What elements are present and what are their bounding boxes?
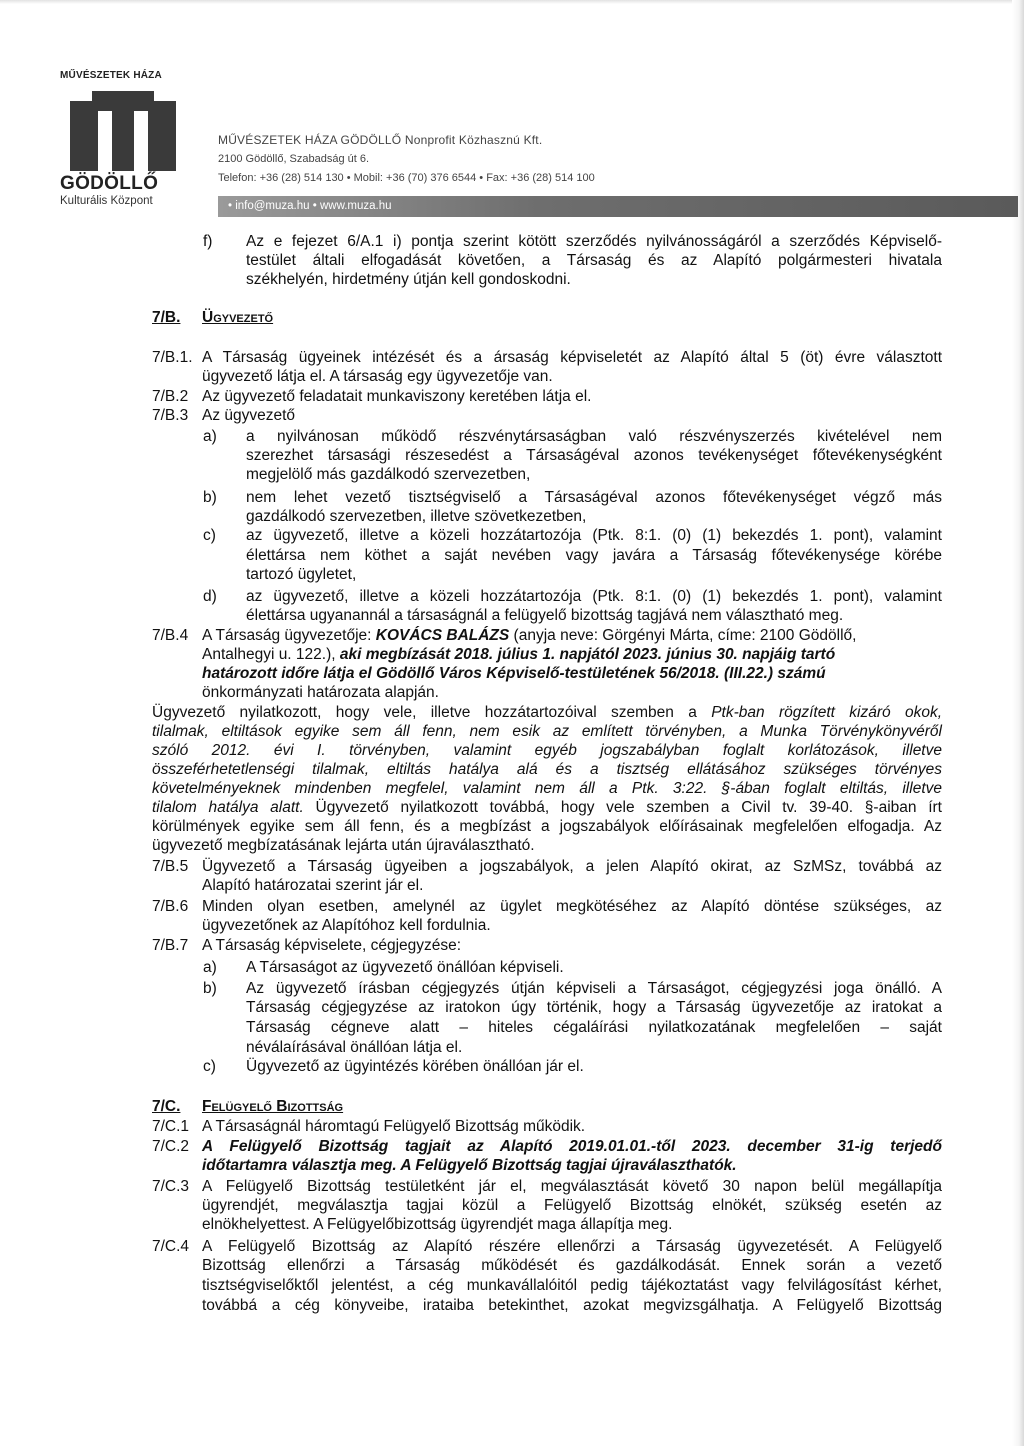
text-run: Ügyvezető nyilatkozott továbbá, hogy vele szemben a Civil tv. 39-40. §-aiban írt: [303, 799, 942, 816]
paragraph-number: 7/B.2: [152, 388, 189, 405]
text-run: A Társaság ügyvezetője:: [202, 627, 376, 644]
text-line: A Felügyelő Bizottság az Alapító részére ellenőrzi a Társaság ügyvezetését. A Felügyelő: [202, 1238, 942, 1255]
text-line: önkormányzati határozata alapján.: [202, 684, 439, 701]
text-line: Bizottság ellenőrzi a Társaság működését és gazdálkodását. Ennek során a vezető: [202, 1257, 942, 1274]
paragraph-number: 7/B.1.: [152, 349, 193, 366]
text-line: ügyrendjét, megválasztja tagjai közül a Felügyelő Bizottság elnökét, szükség esetén az: [202, 1197, 942, 1214]
text-line: követelményeknek mindenben megfelel, valamint nem áll a Ptk. 3:22. §-ában foglalt eltiltás, illetve: [152, 780, 942, 797]
text-line: az ügyvezető, illetve a közeli hozzátartozója (Ptk. 8:1. (0) (1) bekezdés 1. pont), valamint: [246, 588, 942, 605]
text-line: továbbá a cég könyveibe, irataiba betekinthet, azokat megvizsgálhatja. A Felügyelő Bizottság: [202, 1297, 942, 1314]
logo: [60, 70, 190, 207]
manager-name: KOVÁCS BALÁZS: [375, 627, 510, 644]
paragraph-number: 7/B.4: [152, 627, 189, 644]
text-line: Minden olyan esetben, amelynél az ügylet megkötéséhez az Alapító döntése szükséges, az: [202, 898, 942, 915]
list-marker: b): [203, 980, 217, 997]
text-line: A Felügyelő Bizottság tagjait az Alapító 2019.01.01.-től 2023. december 31-ig terjedő: [202, 1138, 942, 1155]
text-line: [152, 798, 942, 817]
section-number: 7/B.: [152, 309, 181, 326]
text-line: Ügyvezető az ügyintézés körében önállóan jár el.: [246, 1058, 584, 1075]
text-line: körülmények egyike sem áll fenn, és a megbízást a jogszabályok előírásainak megfelelően elfogadja. Az: [152, 818, 942, 835]
text-line: Az ügyvezető: [202, 407, 296, 424]
text-line: A Társaságnál háromtagú Felügyelő Bizottság működik.: [202, 1118, 586, 1135]
text-line: A Felügyelő Bizottság testületként jár el, megválasztását követő 30 napon belül megállapítja: [202, 1178, 942, 1195]
text-line: ügyvezető megbízatásának lejárta után újraválasztható.: [152, 837, 535, 854]
text-line: Az ügyvezető feladatait munkaviszony keretében látja el.: [202, 388, 592, 405]
text-run: Ptk-ban rögzített kizáró okok,: [711, 704, 942, 721]
contact-bar: [218, 196, 1018, 217]
section-title: Ügyvezető: [202, 309, 274, 326]
text-line: élettársa ugyanannál a társaságnál a felügyelő bizottság tagjává nem választható meg.: [246, 607, 844, 624]
text-run: (anyja neve: Görgényi Márta, címe: 2100 Gödöllő,: [509, 627, 857, 644]
org-phones: Telefon: +36 (28) 514 130 • Mobil: +36 (70) 376 6544 • Fax: +36 (28) 514 100: [218, 172, 595, 184]
text-line: [152, 703, 942, 722]
paragraph-number: 7/C.1: [152, 1118, 190, 1135]
text-line: ügyvezetőnek az Alapítóhoz kell fordulnia.: [202, 917, 491, 934]
text-line: tartozó ügyletet,: [246, 566, 357, 583]
text-line: megjelölő más gazdálkodó szervezetben,: [246, 466, 531, 483]
paragraph-number: 7/C.2: [152, 1138, 190, 1155]
section-title: Felügyelő Bizottság: [202, 1098, 344, 1115]
text-line: Az ügyvezető írásban cégjegyzés útján képviseli a Társaságot, cégjegyzési joga önálló. A: [246, 980, 942, 997]
logo-mark-icon: [70, 91, 176, 171]
text-line: szóló 2012. évi I. törvényben, valamint egyéb jogszabályban foglalt korlátozások, illetve: [152, 742, 942, 759]
text-line: elnökhelyettest. A Felügyelőbizottság ügyrendjét maga állapítja meg.: [202, 1216, 673, 1233]
list-marker: a): [203, 959, 217, 976]
list-marker: d): [203, 588, 217, 605]
list-marker: c): [203, 527, 216, 544]
text-line: A Társaság ügyeinek intézését és a ársaság képviseletét az Alapító által 5 (öt) évre választott: [202, 349, 942, 366]
text-line: ügyvezető látja el. A társaság egy ügyvezetője van.: [202, 368, 553, 385]
text-line: Társaság cégjegyzése az iratokon úgy történik, hogy a Társaság ügyvezetője az iratokat a: [246, 999, 942, 1016]
section-number: 7/C.: [152, 1098, 181, 1115]
text-line: összeférhetetlenségi tilalmak, eltiltás hatálya alá és a tisztség ellátásához szükséges törvényes: [152, 761, 942, 778]
paragraph-number: 7/B.6: [152, 898, 189, 915]
text-line: A Társaságot az ügyvezető önállóan képviseli.: [246, 959, 564, 976]
text-line: Az e fejezet 6/A.1 i) pontja szerint kötött szerződés nyilvánosságáról a szerződés Képviselő-: [246, 233, 942, 250]
paragraph-number: 7/B.7: [152, 937, 189, 954]
text-line: testület általi elfogadását követően, a Társaság és az Alapító polgármesteri hivatala: [246, 252, 942, 269]
logo-top-text: MŰVÉSZETEK HÁZA: [60, 70, 162, 81]
text-line: tilalmak, eltiltások egyike sem áll fenn, nem esik az említett törvényben, a Munka Törvénykönyvéről: [152, 723, 942, 740]
text-line: [202, 645, 835, 664]
text-line: szerezhet társasági részesedést a Társaságéval azonos tevékenységet főtevékenységként: [246, 447, 942, 464]
logo-subtitle: Kulturális Központ: [60, 195, 153, 207]
letterhead: [218, 131, 595, 188]
text-run: Ügyvezető nyilatkozott, hogy vele, illetve hozzátartozóival szemben a: [152, 704, 712, 721]
text-run: aki megbízását 2018. július 1. napjától 2023. június 30. napjáig tartó: [335, 646, 836, 663]
list-marker: c): [203, 1058, 216, 1075]
paragraph-number: 7/B.5: [152, 858, 189, 875]
list-marker: a): [203, 428, 217, 445]
logo-city: GÖDÖLLŐ: [60, 173, 159, 194]
text-line: [202, 626, 856, 645]
org-address: 2100 Gödöllő, Szabadság út 6.: [218, 153, 370, 165]
text-line: határozott időre látja el Gödöllő Város Képviselő-testületének 56/2018. (III.22.) számú: [202, 665, 826, 682]
text-line: néválaírásával önállóan látja el.: [246, 1039, 463, 1056]
text-line: időtartamra választja meg. A Felügyelő Bizottság tagjai újraválaszthatók.: [202, 1157, 737, 1174]
paragraph-number: 7/C.4: [152, 1238, 190, 1255]
text-line: Ügyvezető a Társaság ügyeiben a jogszabályok, a jelen Alapító okirat, az SzMSz, továbbá az: [202, 858, 942, 875]
text-run: Antalhegyi u. 122.),: [202, 646, 336, 663]
text-run: tilalom hatálya alatt.: [152, 799, 304, 816]
text-line: gazdálkodó szervezetben, illetve szövetkezetben,: [246, 508, 587, 525]
list-marker: f): [203, 233, 213, 250]
org-name: MŰVÉSZETEK HÁZA GÖDÖLLŐ Nonprofit Közhasznú Kft.: [218, 133, 543, 147]
paragraph-number: 7/B.3: [152, 407, 189, 424]
list-marker: b): [203, 489, 217, 506]
text-line: székhelyén, hirdetmény útján kell gondoskodni.: [246, 271, 571, 288]
text-line: élettársa nem köthet a saját nevében vagy javára a Társaság főtevékenysége körébe: [246, 547, 942, 564]
text-line: a nyilvánosan működő részvénytársaságban való részvényszerzés kivételével nem: [246, 428, 942, 445]
scan-top-edge: [0, 0, 1024, 4]
paragraph-number: 7/C.3: [152, 1178, 190, 1195]
text-line: Társaság cégneve alatt – hiteles cégaláírási nyilatkozatának megfelelően – saját: [246, 1019, 942, 1036]
contact-web: • info@muza.hu • www.muza.hu: [228, 200, 392, 212]
text-line: az ügyvezető, illetve a közeli hozzátartozója (Ptk. 8:1. (0) (1) bekezdés 1. pont), valamint: [246, 527, 942, 544]
text-line: A Társaság képviselete, cégjegyzése:: [202, 937, 462, 954]
text-line: tisztségviselőktől jelentést, a cég munkavállalóitól pedig tájékoztatást vagy felvilágosítást kérhet,: [202, 1277, 942, 1294]
text-line: Alapító határozatai szerint jár el.: [202, 877, 424, 894]
text-line: nem lehet vezető tisztségviselő a Társaságéval azonos főtevékenységet végző más: [246, 489, 942, 506]
